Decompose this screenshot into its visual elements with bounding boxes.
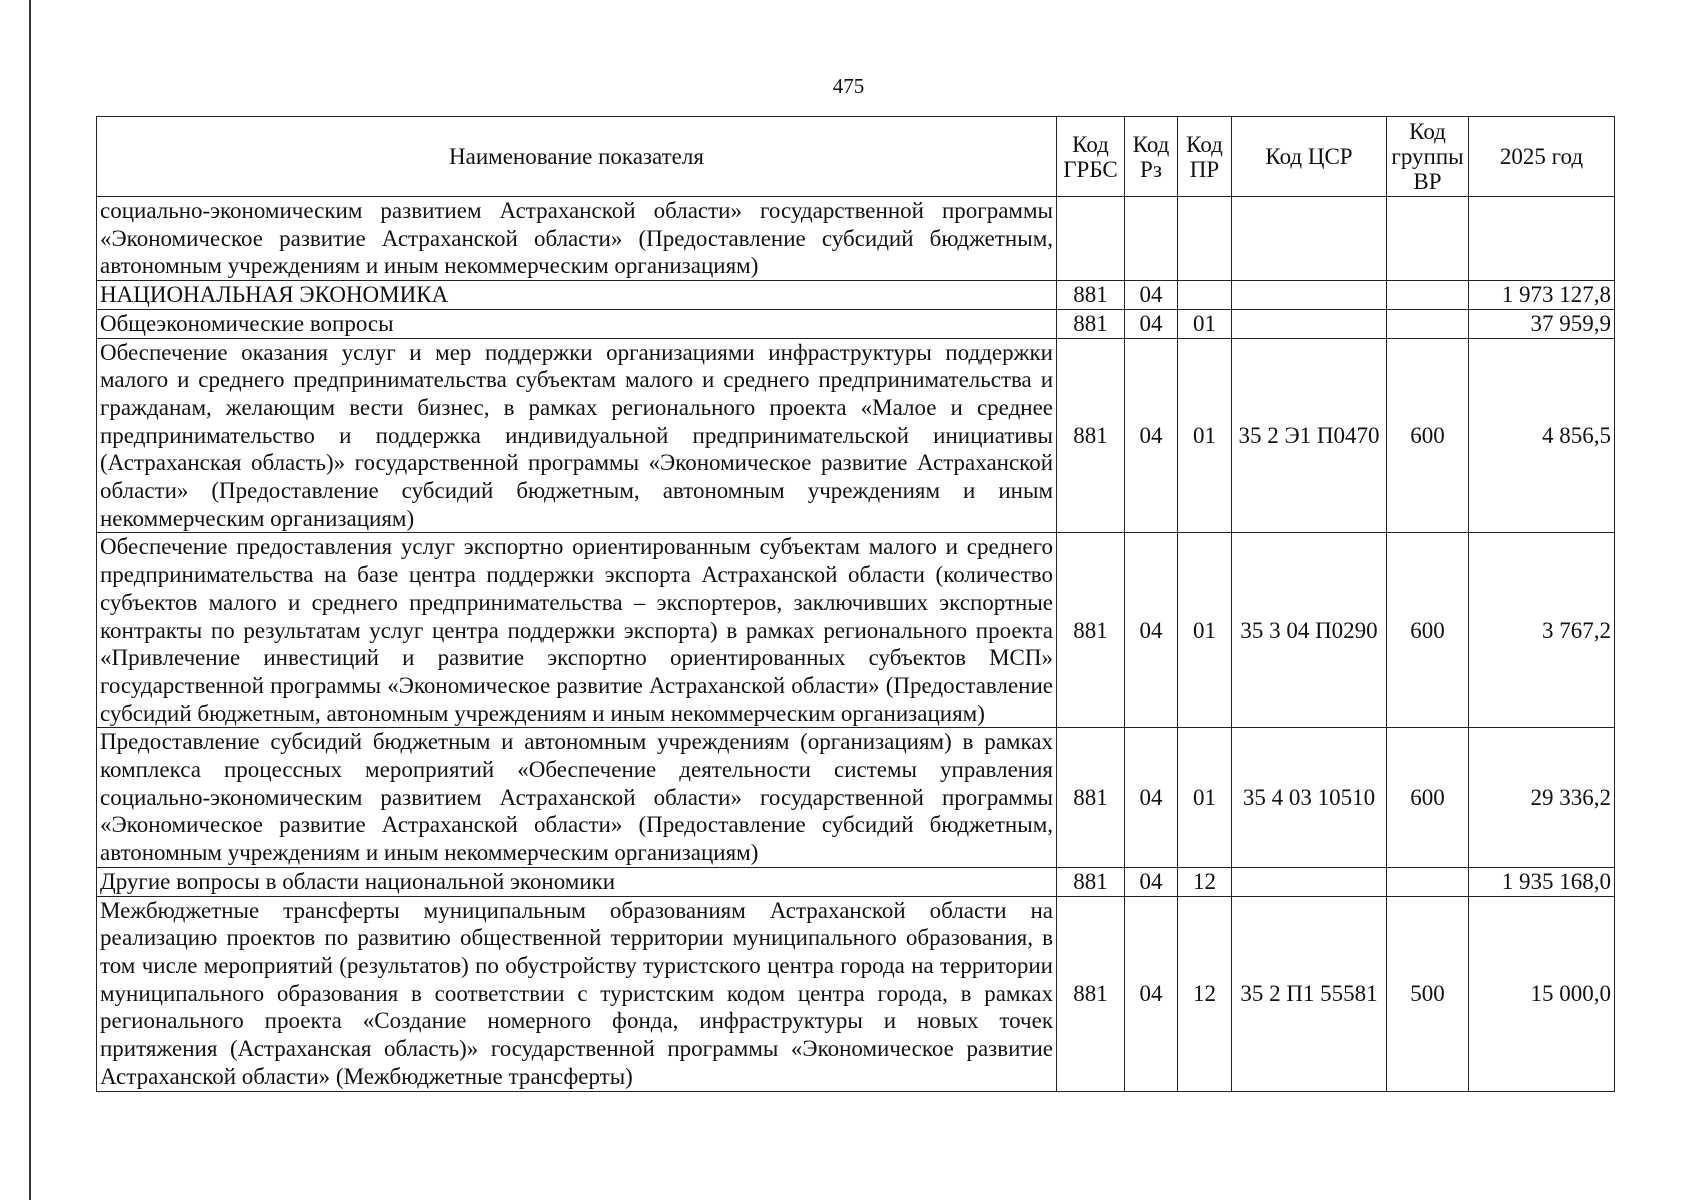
table-row (97, 309, 1615, 338)
row-pr: 12 (1178, 867, 1232, 896)
row-vr (1387, 197, 1469, 281)
row-pr: 01 (1178, 533, 1232, 728)
row-pr: 01 (1178, 728, 1232, 868)
row-amount (1469, 197, 1615, 281)
row-amount: 15 000,0 (1469, 896, 1615, 1091)
row-pr (1178, 281, 1232, 310)
table-row (97, 338, 1615, 533)
header-vr-line3: ВР (1413, 169, 1442, 194)
row-amount: 29 336,2 (1469, 728, 1615, 868)
row-grbs (1057, 197, 1125, 281)
header-vr-line2: группы (1391, 144, 1464, 169)
row-csr: 35 2 П1 55581 (1232, 896, 1387, 1091)
row-vr (1387, 867, 1469, 896)
budget-table (96, 116, 1615, 1092)
row-vr (1387, 281, 1469, 310)
header-name: Наименование показателя (97, 117, 1057, 197)
row-vr: 600 (1387, 533, 1469, 728)
row-grbs: 881 (1057, 867, 1125, 896)
row-name: Общеэкономические вопросы (97, 309, 1057, 338)
row-vr: 600 (1387, 728, 1469, 868)
row-rz: 04 (1125, 309, 1178, 338)
header-row (97, 117, 1615, 197)
header-pr-line2: ПР (1189, 156, 1220, 182)
header-csr: Код ЦСР (1232, 117, 1387, 197)
header-rz-line2: Рз (1140, 156, 1162, 182)
row-rz: 04 (1125, 896, 1178, 1091)
row-vr (1387, 309, 1469, 338)
row-name: НАЦИОНАЛЬНАЯ ЭКОНОМИКА (97, 281, 1057, 310)
row-amount: 4 856,5 (1469, 338, 1615, 533)
row-grbs: 881 (1057, 281, 1125, 310)
header-grbs-line1: Код (1072, 131, 1109, 157)
row-csr (1232, 309, 1387, 338)
row-vr: 600 (1387, 338, 1469, 533)
row-grbs: 881 (1057, 896, 1125, 1091)
page-number: 475 (832, 74, 865, 98)
row-grbs: 881 (1057, 533, 1125, 728)
header-vr-line1: Код (1409, 119, 1446, 144)
row-rz: 04 (1125, 281, 1178, 310)
table-row (97, 197, 1615, 281)
row-rz (1125, 197, 1178, 281)
table-row (97, 896, 1615, 1091)
row-csr (1232, 197, 1387, 281)
row-amount: 37 959,9 (1469, 309, 1615, 338)
header-pr (1178, 117, 1232, 197)
header-pr-line1: Код (1186, 131, 1223, 157)
row-rz: 04 (1125, 338, 1178, 533)
row-amount: 1 973 127,8 (1469, 281, 1615, 310)
row-name: Межбюджетные трансферты муниципальным образованиям Астраханской области на реализацию проектов по развитию общественной территории муниципального образования, в том числе мероприятий (результатов) по обустройству туристского центра города на территории муниципального образования в соответствии с туристским кодом центра города, в рамках регионального проекта «Создание номерного фонда, инфраструктуры и новых точек притяжения (Астраханская область)» государственной программы «Экономическое развитие Астраханской области» (Межбюджетные трансферты) (97, 896, 1057, 1091)
row-pr: 01 (1178, 309, 1232, 338)
table-row (97, 533, 1615, 728)
table-row (97, 728, 1615, 868)
row-grbs: 881 (1057, 309, 1125, 338)
header-rz-line1: Код (1132, 131, 1170, 157)
row-pr: 12 (1178, 896, 1232, 1091)
row-pr (1178, 197, 1232, 281)
row-grbs: 881 (1057, 338, 1125, 533)
row-csr: 35 4 03 10510 (1232, 728, 1387, 868)
left-margin-line (29, 0, 31, 1200)
table-row (97, 867, 1615, 896)
row-name: Обеспечение оказания услуг и мер поддержки организациями инфраструктуры поддержки малого и среднего предпринимательства субъектам малого и среднего предпринимательства и гражданам, желающим вести бизнес, в рамках регионального проекта «Малое и среднее предпринимательство и поддержка индивидуальной предпринимательской инициативы (Астраханская область)» государственной программы «Экономическое развитие Астраханской области» (Предоставление субсидий бюджетным, автономным учреждениям и иным некоммерческим организациям) (97, 338, 1057, 533)
row-rz: 04 (1125, 728, 1178, 868)
row-csr (1232, 867, 1387, 896)
header-grbs (1057, 117, 1125, 197)
header-rz (1125, 117, 1178, 197)
row-vr: 500 (1387, 896, 1469, 1091)
row-csr: 35 3 04 П0290 (1232, 533, 1387, 728)
row-pr: 01 (1178, 338, 1232, 533)
row-name: Предоставление субсидий бюджетным и автономным учреждениям (организациям) в рамках комплекса процессных мероприятий «Обеспечение деятельности системы управления социально-экономическим развитием Астраханской области» государственной программы «Экономическое развитие Астраханской области» (Предоставление субсидий бюджетным, автономным учреждениям и иным некоммерческим организациям) (97, 728, 1057, 868)
row-amount: 1 935 168,0 (1469, 867, 1615, 896)
row-name: социально-экономическим развитием Астраханской области» государственной программы «Экономическое развитие Астраханской области» (Предоставление субсидий бюджетным, автономным учреждениям и иным некоммерческим организациям) (97, 197, 1057, 281)
row-rz: 04 (1125, 867, 1178, 896)
row-amount: 3 767,2 (1469, 533, 1615, 728)
header-year: 2025 год (1469, 117, 1615, 197)
row-csr: 35 2 Э1 П0470 (1232, 338, 1387, 533)
row-csr (1232, 281, 1387, 310)
row-rz: 04 (1125, 533, 1178, 728)
row-name: Обеспечение предоставления услуг экспортно ориентированным субъектам малого и среднего предпринимательства на базе центра поддержки экспорта Астраханской области (количество субъектов малого и среднего предпринимательства – экспортеров, заключивших экспортные контракты по результатам услуг центра поддержки экспорта) в рамках регионального проекта «Привлечение инвестиций и развитие экспортно ориентированных субъектов МСП» государственной программы «Экономическое развитие Астраханской области» (Предоставление субсидий бюджетным, автономным учреждениям и иным некоммерческим организациям) (97, 533, 1057, 728)
row-name: Другие вопросы в области национальной экономики (97, 867, 1057, 896)
header-grbs-line2: ГРБС (1063, 156, 1118, 182)
header-vr (1387, 117, 1469, 197)
table-row (97, 281, 1615, 310)
row-grbs: 881 (1057, 728, 1125, 868)
